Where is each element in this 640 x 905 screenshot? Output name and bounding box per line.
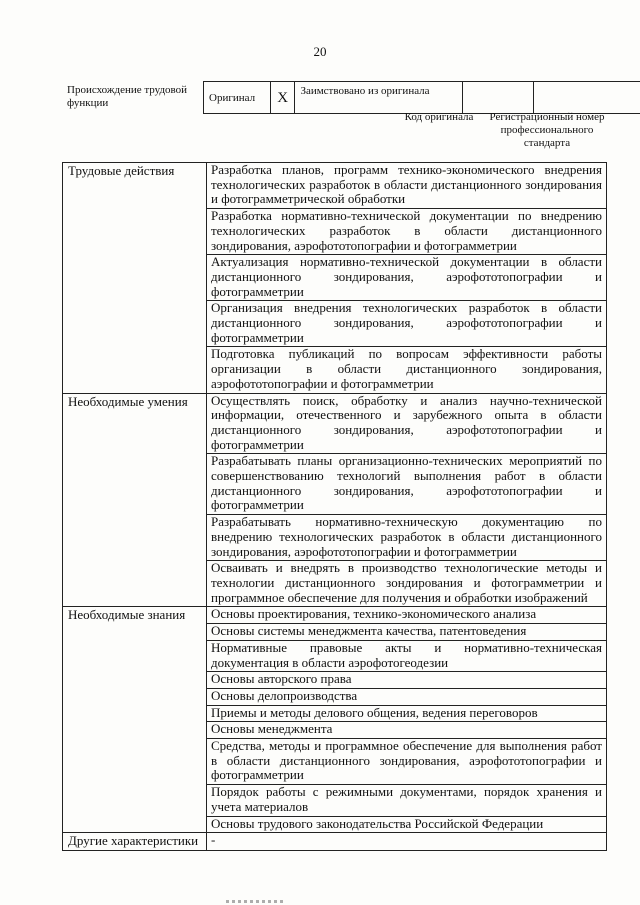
section-item: Основы менеджмента bbox=[207, 722, 607, 739]
section-item: Средства, методы и программное обеспечение для выполнения работ в области дистанционного зондирования, аэрофототопографии и фотограмметрии bbox=[207, 739, 607, 785]
section-item: Основы делопроизводства bbox=[207, 688, 607, 705]
section-item: Актуализация нормативно-технической документации в области дистанционного зондирования, аэрофототопографии и фотограмметрии bbox=[207, 255, 607, 301]
section-title: Необходимые знания bbox=[63, 607, 207, 833]
section-item: Разработка планов, программ технико-экономического внедрения технологических разработок в области дистанционного зондирования и фотограмметрической обработки bbox=[207, 163, 607, 209]
section-title: Необходимые умения bbox=[63, 393, 207, 607]
origin-table bbox=[203, 81, 640, 114]
table-row bbox=[63, 393, 607, 454]
section-item: Организация внедрения технологических разработок в области дистанционного зондирования, аэрофототопографии и фотограмметрии bbox=[207, 301, 607, 347]
page-number: 20 bbox=[313, 44, 327, 59]
section-item: Осваивать и внедрять в производство технологические методы и технологии дистанционного зондирования и фотограмметрии и программное обеспечение для получения и обработки изображений bbox=[207, 561, 607, 607]
section-item: Основы трудового законодательства Российской Федерации bbox=[207, 816, 607, 833]
section-item: Основы системы менеджмента качества, патентоведения bbox=[207, 624, 607, 641]
reg-caption: Регистрационный номер профессионального стандарта bbox=[489, 111, 605, 149]
section-item: Основы проектирования, технико-экономического анализа bbox=[207, 607, 607, 624]
table-row bbox=[63, 833, 607, 851]
table-row bbox=[63, 607, 607, 624]
borrowed-cell: Заимствовано из оригинала bbox=[295, 82, 462, 114]
table-row bbox=[63, 163, 607, 209]
section-item: Разрабатывать планы организационно-технических мероприятий по совершенствованию технологий выполнения работ в области дистанционного зондирования, аэрофототопографии и фотограмметрии bbox=[207, 454, 607, 515]
original-mark: X bbox=[270, 82, 294, 114]
section-title: Другие характеристики bbox=[63, 833, 207, 851]
original-cell: Оригинал bbox=[204, 82, 271, 114]
labor-function-table bbox=[62, 162, 607, 851]
code-caption: Код оригинала bbox=[404, 111, 474, 123]
section-item: Приемы и методы делового общения, ведения переговоров bbox=[207, 705, 607, 722]
section-item: - bbox=[207, 833, 607, 851]
section-item: Разрабатывать нормативно-техническую документацию по внедрению технологических разработок в области дистанционного зондирования, аэрофототопографии и фотограмметрии bbox=[207, 515, 607, 561]
reg-number-cell bbox=[533, 82, 640, 114]
section-item: Порядок работы с режимными документами, порядок хранения и учета материалов bbox=[207, 785, 607, 816]
section-title: Трудовые действия bbox=[63, 163, 207, 394]
origin-label: Происхождение трудовой функции bbox=[67, 84, 188, 109]
scan-artifact bbox=[226, 900, 286, 903]
section-item: Осуществлять поиск, обработку и анализ научно-технической информации, отечественного и зарубежного опыта в области дистанционного зондирования, аэрофототопографии и фотограмметрии bbox=[207, 393, 607, 454]
section-item: Подготовка публикаций по вопросам эффективности работы организации в области дистанционного зондирования, аэрофототопографии и фотограмметрии bbox=[207, 347, 607, 393]
section-item: Разработка нормативно-технической документации по внедрению технологических разработок в области дистанционного зондирования, аэрофототопографии и фотограмметрии bbox=[207, 209, 607, 255]
section-item: Основы авторского права bbox=[207, 672, 607, 689]
section-item: Нормативные правовые акты и нормативно-техническая документация в области аэрофотогеодезии bbox=[207, 640, 607, 671]
code-cell bbox=[462, 82, 533, 114]
